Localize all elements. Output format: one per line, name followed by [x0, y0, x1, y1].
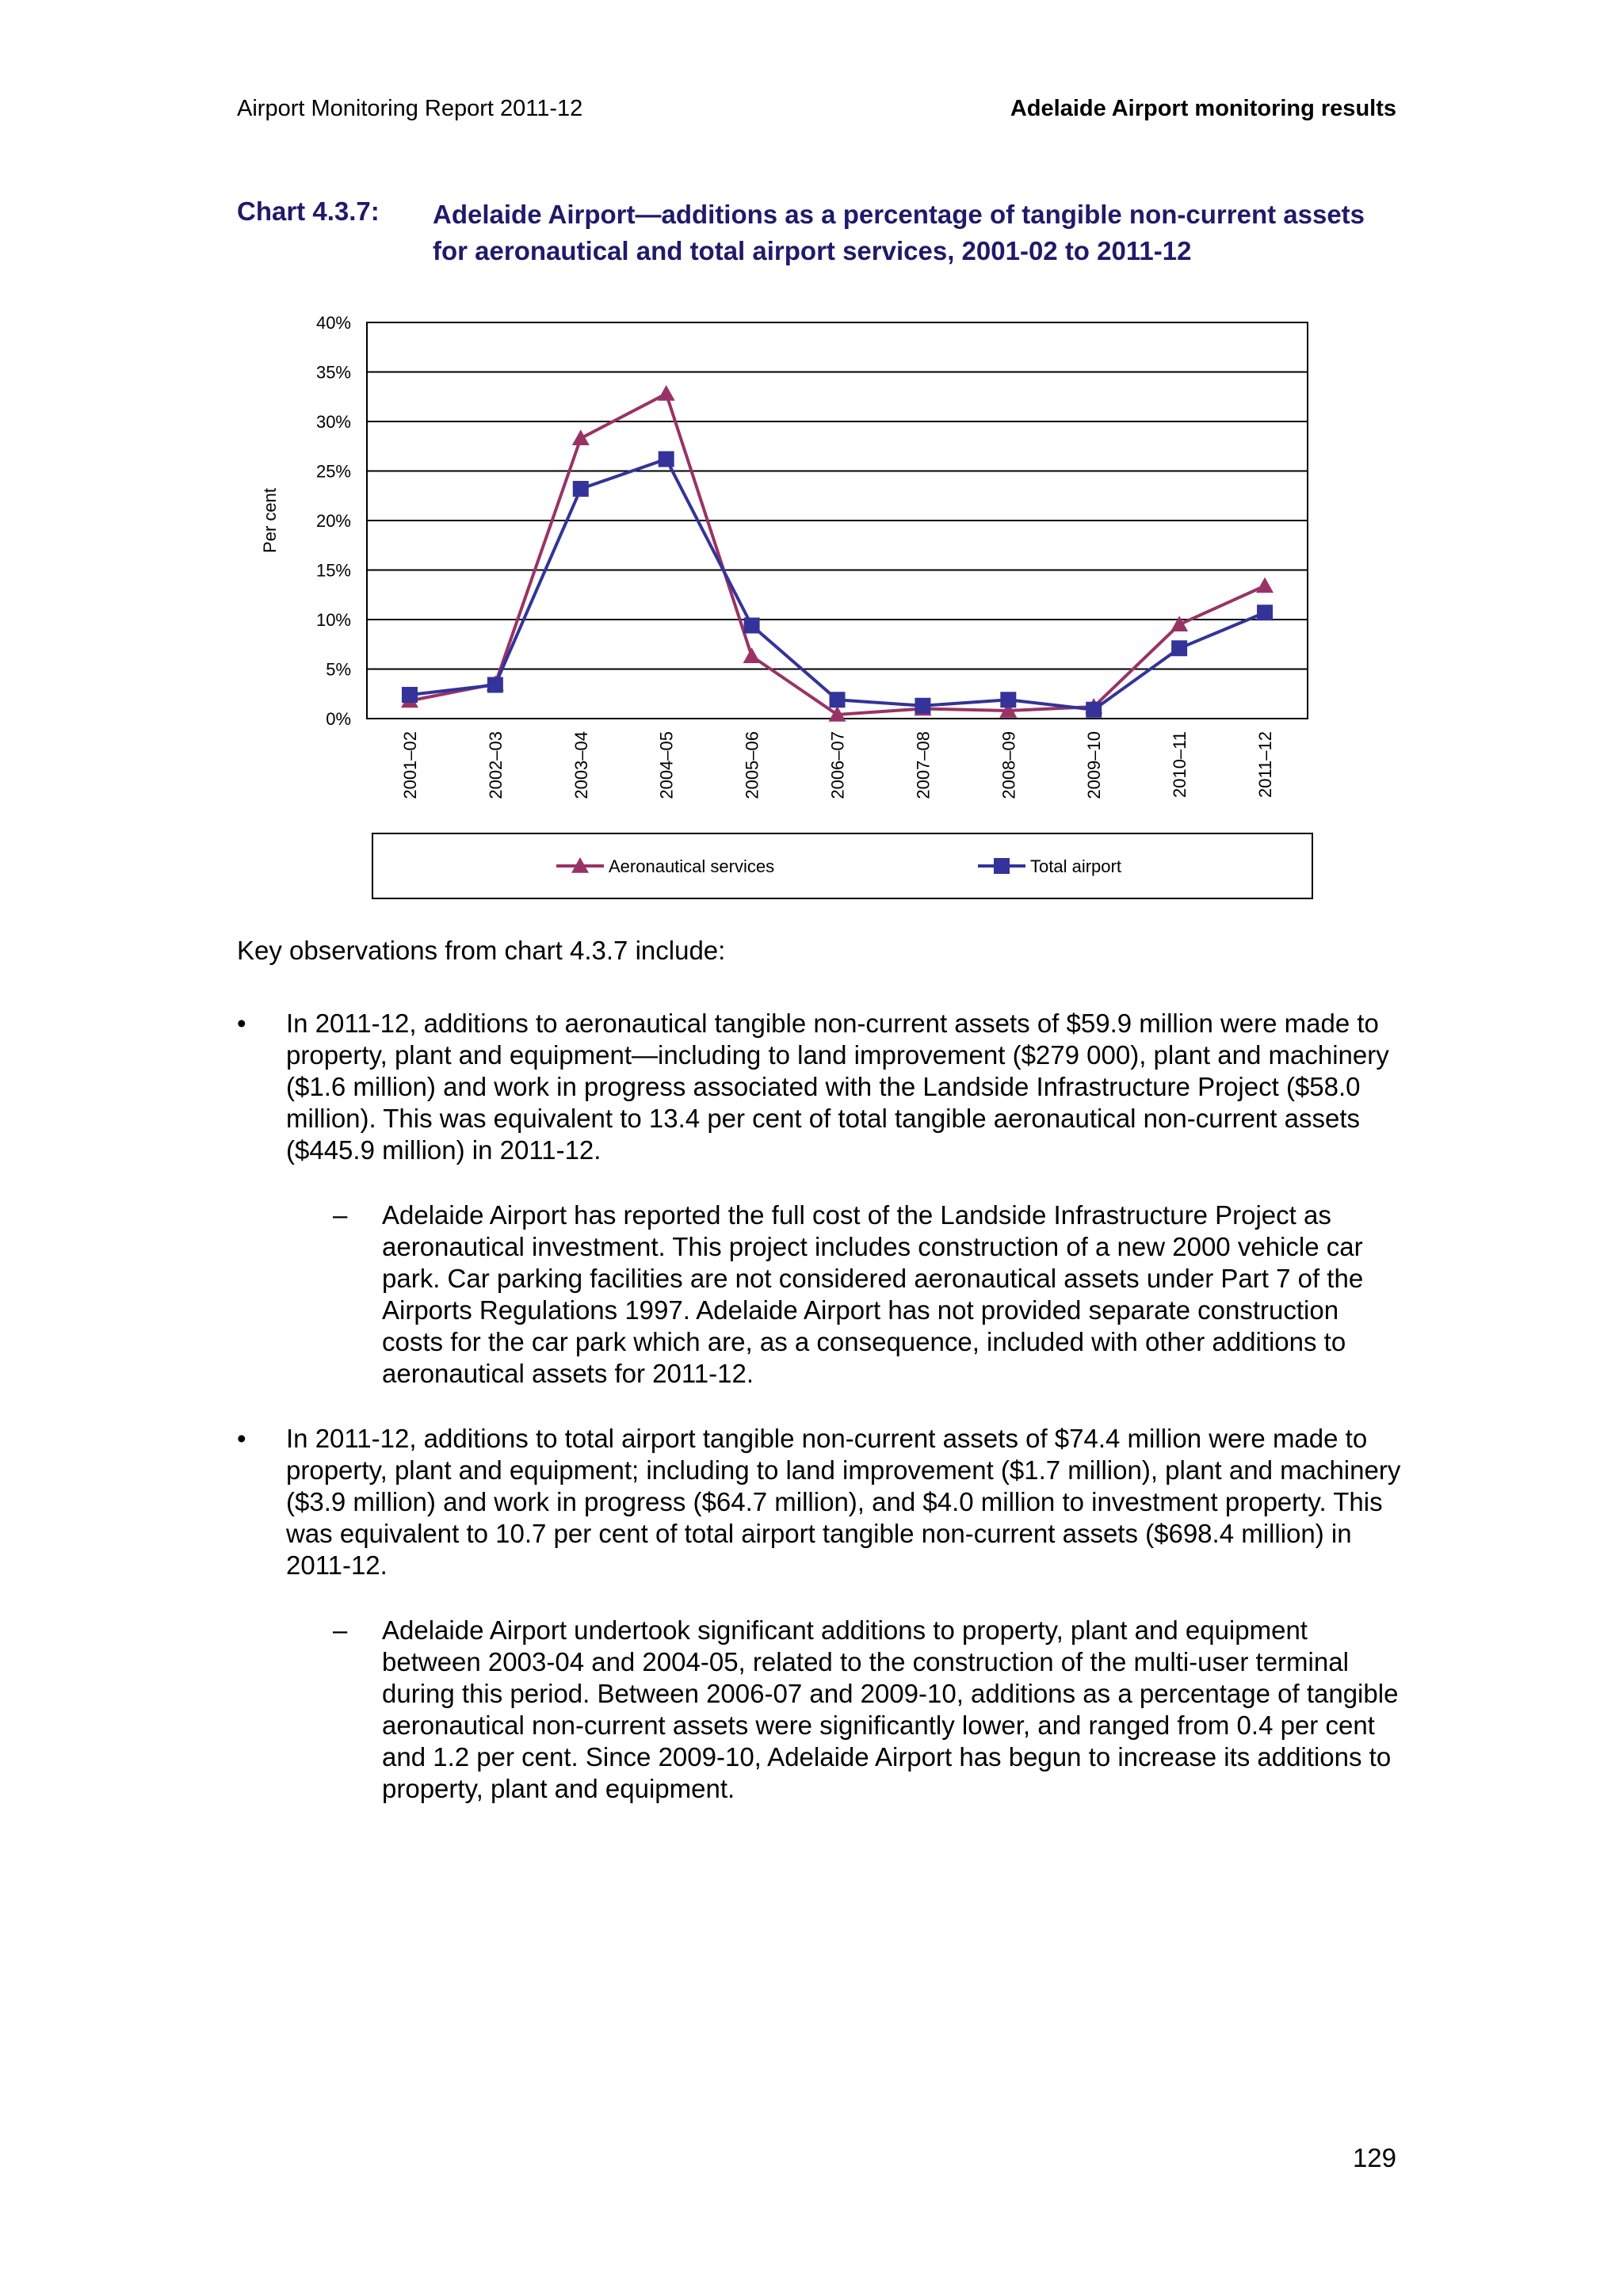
y-tick-label: 15%: [315, 560, 351, 581]
dash-icon: –: [333, 1200, 348, 1230]
square-marker: [402, 687, 418, 703]
series-aeronautical-services: [401, 385, 1274, 722]
x-tick-label: 2005–06: [742, 731, 762, 799]
triangle-marker: [658, 385, 675, 401]
triangle-marker: [572, 429, 590, 445]
dash-icon: –: [333, 1615, 348, 1645]
y-axis-label: Per cent: [260, 488, 280, 553]
legend-entry: [556, 856, 774, 876]
square-marker: [487, 677, 503, 693]
y-tick-label: 35%: [315, 362, 351, 383]
y-tick-label: 30%: [315, 412, 351, 432]
x-tick-label: 2010–11: [1170, 731, 1190, 799]
observations-intro: Key observations from chart 4.3.7 include:: [237, 936, 726, 965]
running-header-title: Airport Monitoring Report 2011-12: [237, 96, 583, 121]
square-marker: [659, 452, 674, 467]
chart-title: Adelaide Airport—additions as a percentage of tangible non-current assets for aeronautical and total airport services, 2001-02 to 2011-12: [433, 200, 1365, 265]
square-marker: [573, 481, 589, 497]
running-header-section: Adelaide Airport monitoring results: [1010, 96, 1396, 121]
series-line: [410, 394, 1265, 715]
page-number: 129: [1352, 2143, 1396, 2172]
legend-entries: [556, 856, 1121, 876]
square-marker: [915, 698, 930, 714]
y-tick-label: 20%: [315, 511, 351, 531]
legend-label: Total airport: [1030, 856, 1121, 876]
chart-gridlines: [367, 372, 1308, 669]
square-marker: [1000, 692, 1016, 707]
bullet-text: In 2011-12, additions to total airport tangible non-current assets of $74.4 million were made to property, plant and equipment; including to land improvement ($1.7 million), plant and machinery ($3.9 million) and work in progress ($64.7 million), and $4.0 million to investment property. This was equivalent to 10.7 per cent of total airport tangible non-current assets ($698.4 million) in 2011-12.: [286, 1424, 1401, 1580]
y-tick-label: 40%: [315, 313, 351, 333]
x-tick-label: 2003–04: [571, 731, 591, 799]
x-tick-label: 2008–09: [999, 731, 1019, 799]
y-tick-label: 25%: [315, 461, 351, 482]
legend: [372, 833, 1312, 898]
bullet-icon: •: [237, 1009, 246, 1038]
series-total-airport: [402, 452, 1273, 718]
square-marker: [744, 618, 760, 634]
triangle-marker: [1170, 616, 1188, 631]
bullet-icon: •: [237, 1424, 246, 1453]
triangle-marker: [1256, 578, 1274, 593]
subpoint-text: Adelaide Airport undertook significant additions to property, plant and equipment between 2003-04 and 2004-05, related to the construction of the multi-user terminal during this period. Between 2006-07 and 2009-10, additions as a percentage of tangible aeronautical non-current assets were significantly lower, and ranged from 0.4 per cent and 1.2 per cent. Since 2009-10, Adelaide Airport has begun to increase its additions to property, plant and equipment.: [382, 1615, 1399, 1803]
y-tick-label: 5%: [326, 659, 351, 680]
square-marker: [1086, 702, 1102, 718]
chart-series: [401, 385, 1274, 722]
square-marker: [1171, 640, 1187, 656]
legend-entry: [978, 856, 1121, 876]
x-tick-label: 2009–10: [1084, 731, 1105, 799]
x-tick-label: 2007–08: [913, 731, 934, 799]
line-chart: [238, 301, 1331, 903]
x-tick-label: 2011–12: [1255, 731, 1276, 799]
square-marker: [1257, 605, 1273, 620]
bullet-text: In 2011-12, additions to aeronautical tangible non-current assets of $59.9 million were made to property, plant and equipment—including to land improvement ($279 000), plant and machinery ($1.6 million) and work in progress associated with the Landside Infrastructure Project ($58.0 million). This was equivalent to 13.4 per cent of total tangible aeronautical non-current assets ($445.9 million) in 2011-12.: [286, 1009, 1389, 1165]
y-tick-label: 0%: [326, 709, 351, 729]
y-axis-ticks: [316, 313, 351, 729]
triangle-marker: [743, 647, 761, 663]
square-marker: [830, 692, 846, 707]
x-axis-ticks: [400, 731, 1275, 799]
x-tick-label: 2006–07: [827, 731, 848, 799]
x-tick-label: 2001–02: [399, 731, 420, 799]
y-tick-label: 10%: [315, 610, 351, 630]
legend-label: Aeronautical services: [609, 856, 775, 876]
x-tick-label: 2002–03: [485, 731, 506, 799]
x-tick-label: 2004–05: [656, 731, 677, 799]
chart-number: Chart 4.3.7:: [237, 196, 380, 226]
square-marker: [994, 858, 1010, 874]
series-line: [410, 460, 1265, 710]
subpoint-text: Adelaide Airport has reported the full cost of the Landside Infrastructure Project as aeronautical investment. This project includes construction of a new 2000 vehicle car park. Car parking facilities are not considered aeronautical assets under Part 7 of the Airports Regulations 1997. Adelaide Airport has not provided separate construction costs for the car park which are, as a consequence, included with other additions to aeronautical assets for 2011-12.: [382, 1200, 1364, 1388]
